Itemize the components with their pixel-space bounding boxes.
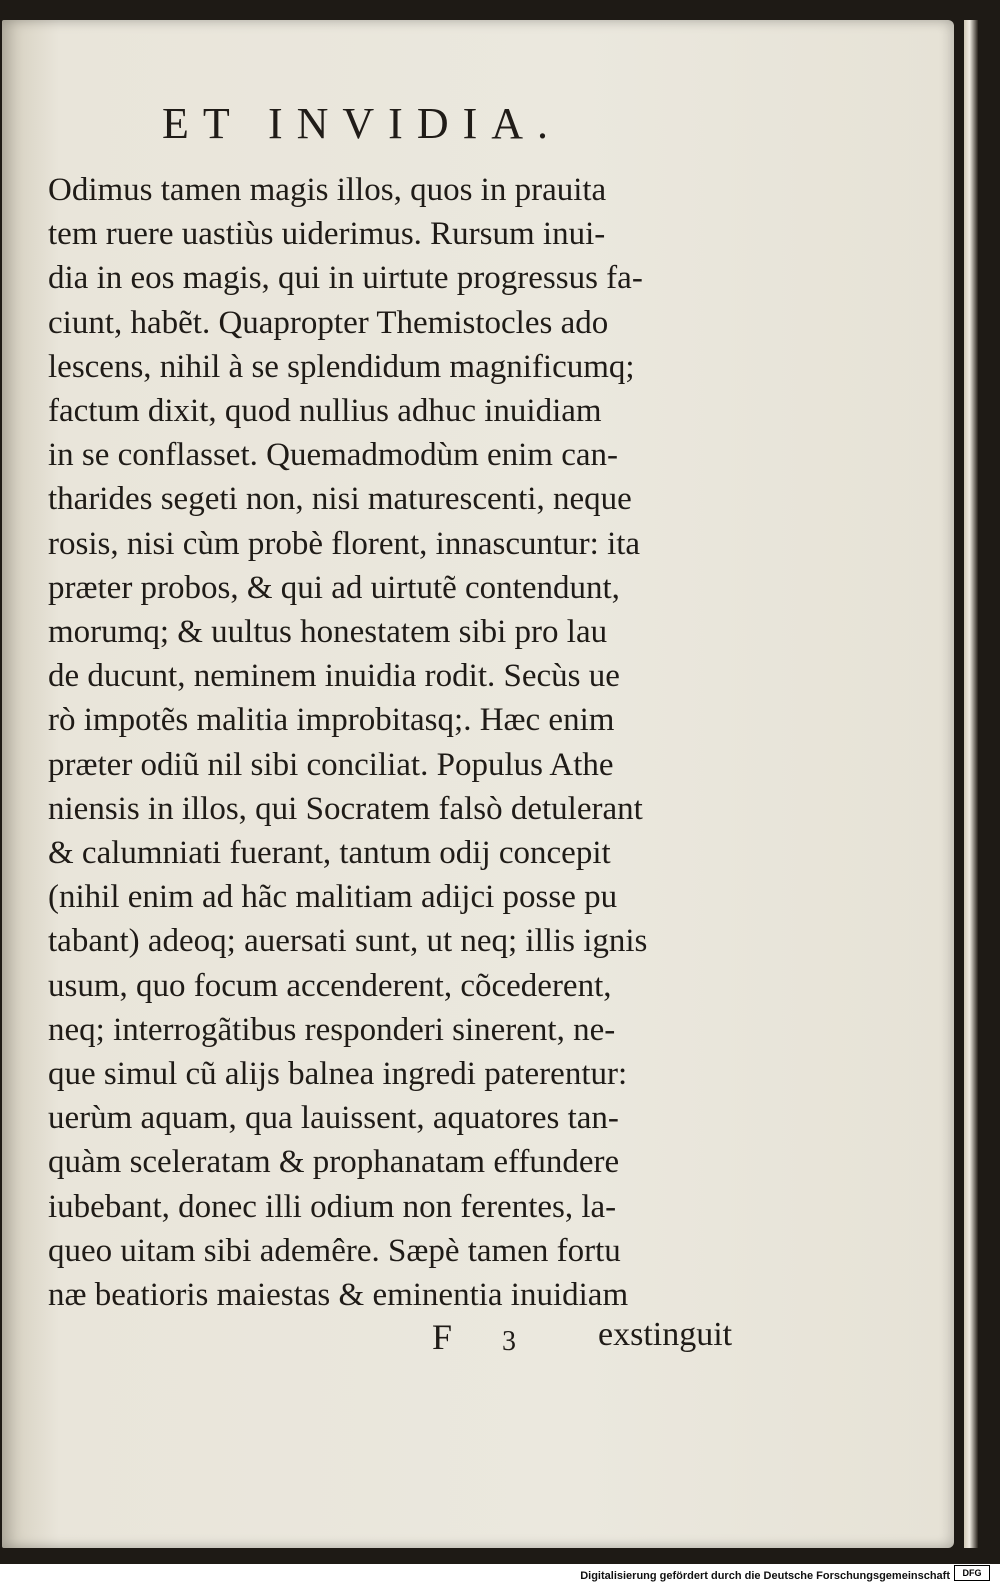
text-line: (nihil enim ad hãc malitiam adijci posse pu: [48, 879, 618, 916]
text-line: & calumniati fuerant, tantum odij concepit: [48, 835, 611, 872]
text-line: quàm sceleratam & prophanatam effundere: [48, 1144, 620, 1181]
text-line: dia in eos magis, qui in uirtute progressus fa-: [48, 260, 643, 297]
book-page: [2, 20, 954, 1548]
text-line: neq; interrogãtibus responderi sinerent, ne-: [48, 1011, 616, 1048]
text-line: queo uitam sibi ademêre. Sæpè tamen fortu: [48, 1232, 621, 1269]
text-line: iubebant, donec illi odium non ferentes, la-: [48, 1188, 617, 1225]
text-line: uerùm aquam, qua lauissent, aquatores tan-: [48, 1100, 619, 1137]
text-line: factum dixit, quod nullius adhuc inuidiam: [48, 393, 602, 430]
running-head: ET INVIDIA.: [162, 99, 563, 148]
text-line: tem ruere uastiùs uiderimus. Rursum inui-: [48, 216, 606, 253]
text-line: næ beatioris maiestas & eminentia inuidiam: [48, 1277, 629, 1314]
text-line: tabant) adeoq; auersati sunt, ut neq; illis ignis: [48, 923, 648, 960]
funding-credit: Digitalisierung gefördert durch die Deutsche Forschungsgemeinschaft: [580, 1570, 950, 1582]
credit-bar: [0, 1564, 1000, 1584]
text-line: præter probos, & qui ad uirtutẽ contendunt,: [48, 569, 620, 606]
signature-mark: F: [432, 1317, 453, 1357]
text-line: rò impotẽs malitia improbitasq;. Hæc enim: [48, 702, 615, 739]
text-line: usum, quo focum accenderent, cõcederent,: [48, 967, 612, 1004]
text-line: in se conflasset. Quemadmodùm enim can-: [48, 437, 619, 474]
text-line: lescens, nihil à se splendidum magnificumq;: [48, 348, 635, 385]
text-line: præter odiũ nil sibi conciliat. Populus Athe: [48, 746, 614, 783]
body-text: [48, 168, 748, 1317]
text-line: morumq; & uultus honestatem sibi pro lau: [48, 614, 608, 651]
signature-number: 3: [502, 1326, 516, 1357]
text-line: Odimus tamen magis illos, quos in prauita: [48, 172, 607, 208]
text-line: tharides segeti non, nisi maturescenti, neque: [48, 481, 632, 518]
text-line: que simul cũ alijs balnea ingredi paterentur:: [48, 1056, 628, 1093]
text-line: ciunt, habẽt. Quapropter Themistocles ado: [48, 304, 609, 341]
dfg-logo: DFG: [954, 1565, 990, 1581]
page-edge: [964, 20, 978, 1548]
text-line: de ducunt, neminem inuidia rodit. Secùs ue: [48, 658, 620, 695]
text-line: niensis in illos, qui Socratem falsò detulerant: [48, 790, 643, 827]
page-footer-line: [2, 1316, 954, 1366]
catchword: exstinguit: [598, 1316, 733, 1353]
text-line: rosis, nisi cùm probè florent, innascuntur: ita: [48, 525, 641, 562]
